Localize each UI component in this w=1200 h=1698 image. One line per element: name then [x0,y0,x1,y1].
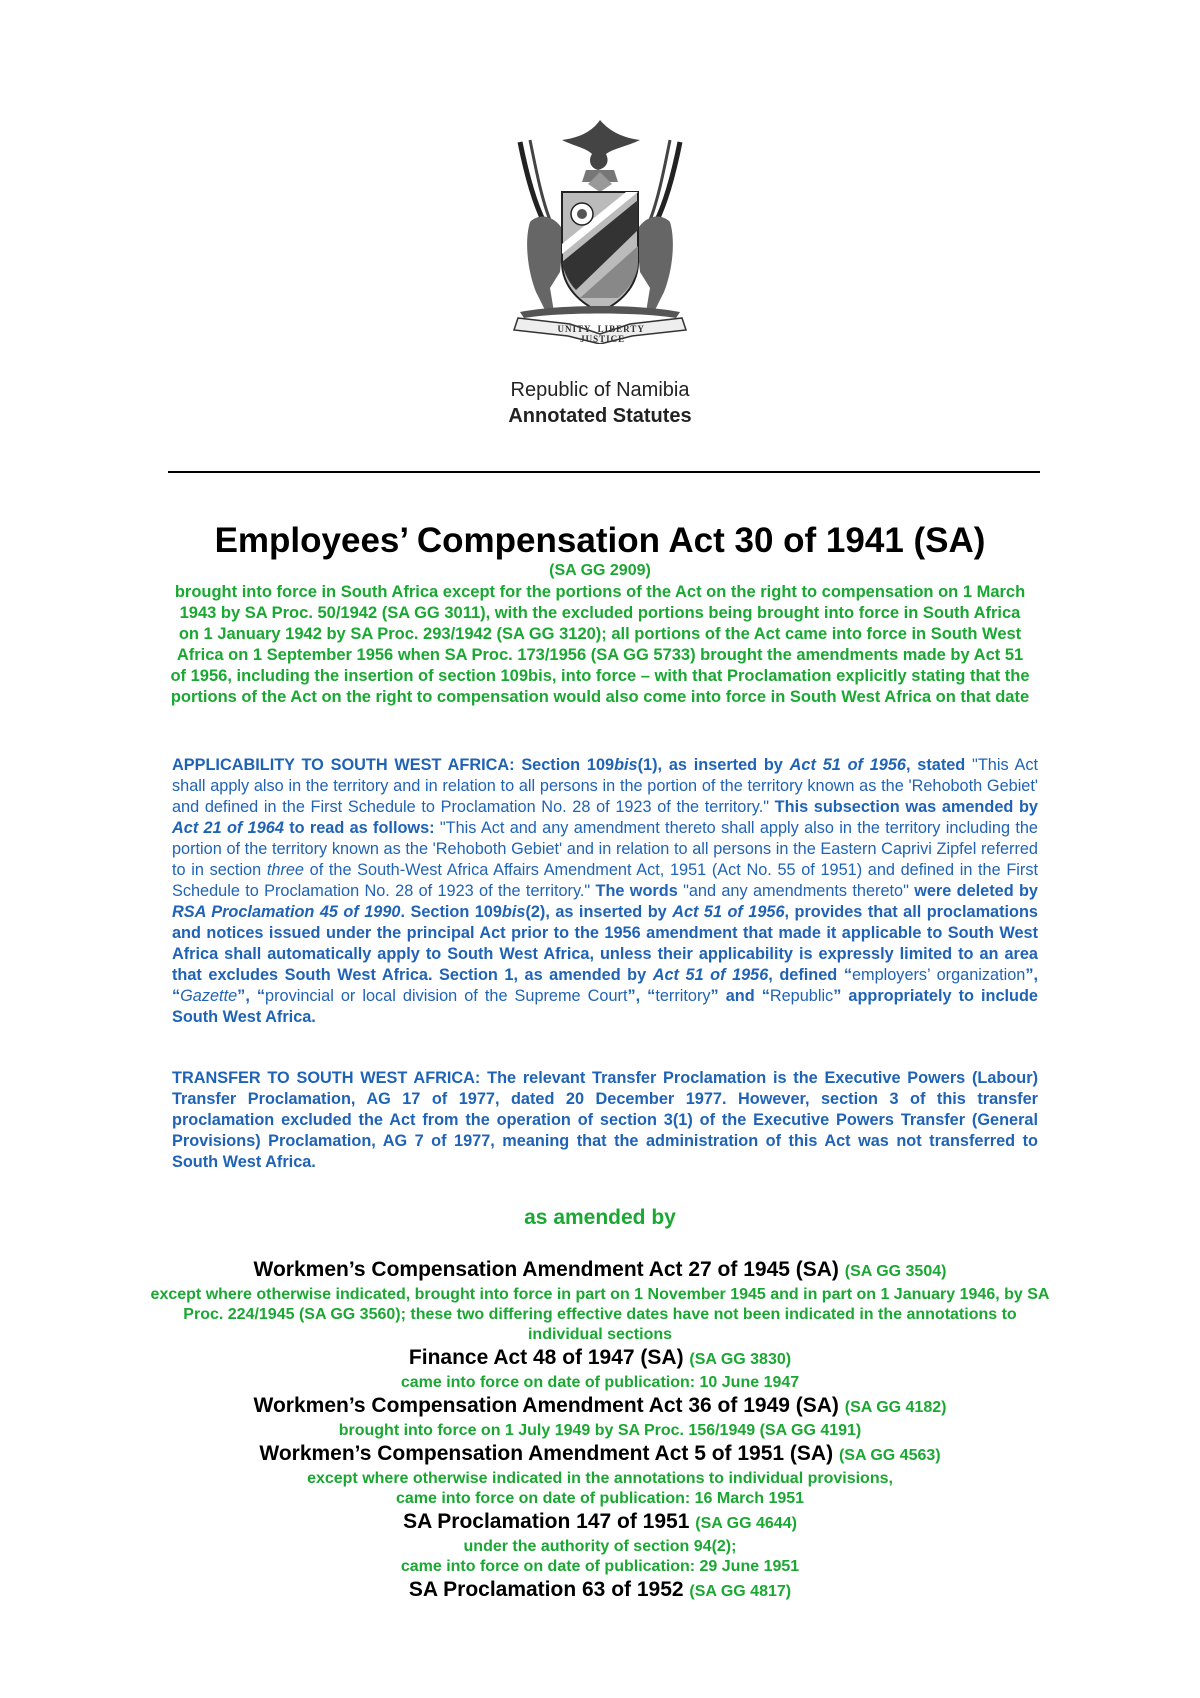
applicability-text: bis [501,903,526,921]
applicability-text: APPLICABILITY TO SOUTH WEST AFRICA: Section 109 [172,756,615,774]
amendment-item [150,1257,1050,1345]
amendment-item [150,1441,1050,1509]
amendment-title: SA Proclamation 147 of 1951 (SA GG 4644) [403,1510,797,1533]
act-title: Employees’ Compensation Act 30 of 1941 (SA) [214,521,986,560]
applicability-text: ” and “ [710,987,770,1005]
applicability-text: , stated [905,756,973,774]
quoted-provision: three [266,861,304,879]
amendment-gazette-ref: (SA GG 4817) [689,1583,792,1600]
amendment-title: Workmen’s Compensation Amendment Act 27 of 1945 (SA) (SA GG 3504) [253,1258,947,1281]
applicability-paragraph [172,755,1038,1028]
applicability-text: This subsection was amended by [769,798,1038,816]
applicability-text: (1), as inserted by [637,756,790,774]
amendment-title: Finance Act 48 of 1947 (SA) (SA GG 3830) [408,1346,792,1369]
act-gazette-ref: (SA GG 2909) [549,562,651,579]
amendment-gazette-ref: (SA GG 3830) [689,1351,792,1368]
act-reference: Act 51 of 1956 [672,903,785,921]
coat-of-arms-emblem [500,112,700,344]
motto-liberty: LIBERTY [597,324,645,334]
quoted-provision: of the South-West Africa Affairs Amendment Act, 1951 (Act No. 55 of 1951) and defined in the First Schedule to Proclamation No. 28 of 1923 of the territory." [172,861,1038,900]
amendment-note: under the authority of section 94(2); [463,1538,737,1555]
defined-term: provincial or local division of the Supreme Court [265,987,628,1005]
amendment-title: Workmen’s Compensation Amendment Act 5 of 1951 (SA) (SA GG 4563) [259,1442,941,1465]
applicability-text: (2), as inserted by [525,903,673,921]
applicability-text: bis [614,756,638,774]
defined-term: territory [655,987,711,1005]
amendment-gazette-ref: (SA GG 4563) [838,1447,941,1464]
applicability-text: , defined [768,966,844,984]
quoted-words: "and any amendments thereto" [683,882,909,900]
annotated-statutes-heading: Annotated Statutes [508,405,692,427]
amendment-note: came into force on date of publication: 10 June 1947 [400,1374,800,1391]
amendment-list [150,1257,1050,1605]
amendment-gazette-ref: (SA GG 4644) [695,1515,797,1532]
applicability-text: ”, “ [237,987,266,1005]
quoted-provision: "This Act shall apply also in the territory and in relation to all persons in the portion of the territory known as the 'Rehoboth Gebiet' and defined in the First Schedule to Proclamation No. 28 of 1923 of the territory." [172,756,1039,816]
applicability-text: were deleted by [908,882,1038,900]
amendment-title: Workmen’s Compensation Amendment Act 36 of 1949 (SA) (SA GG 4182) [253,1394,947,1417]
applicability-text: “ [843,966,852,984]
defined-term: employers’ organization [851,966,1026,984]
amendment-item [150,1509,1050,1577]
motto-justice: JUSTICE [580,334,626,344]
applicability-text: The words [590,882,684,900]
amendment-note: came into force on date of publication: 16 March 1951 [395,1490,805,1507]
applicability-text: ”, “ [172,966,1038,1005]
applicability-text: . Section 109 [400,903,502,921]
republic-heading: Republic of Namibia [510,379,690,401]
quoted-provision: "This Act and any amendment thereto shall apply also in the territory including the portion of the territory known as the 'Rehoboth Gebiet' and in relation to all persons in the Eastern Caprivi Zipfel referred to in section [172,819,1038,879]
transfer-paragraph [172,1068,1038,1173]
amendment-item [150,1577,1050,1605]
motto-text [536,324,666,344]
amendment-item [150,1393,1050,1441]
motto-unity: UNITY [557,324,592,334]
act-reference: RSA Proclamation 45 of 1990 [172,903,401,921]
applicability-text: , provides that all proclamations and notices issued under the principal Act prior to the 1956 amendment that made it applicable to South West Africa shall automatically apply to South West Africa, unless their applicability is expressly limited to an area that excludes South West Africa. Section 1, as amended by [172,903,1038,984]
amendment-gazette-ref: (SA GG 3504) [844,1263,947,1280]
amendment-note: came into force on date of publication: 29 June 1951 [400,1558,800,1575]
applicability-text: ”, “ [627,987,656,1005]
amendment-note: except where otherwise indicated, brought into force in part on 1 November 1945 and in part on 1 January 1946, by SA Proc. 224/1945 (SA GG 3560); these two differing effective dates have not been indicated in the annotations to individual sections [150,1286,1050,1343]
amendment-gazette-ref: (SA GG 4182) [844,1399,947,1416]
applicability-text: ” appropriately to include South West Africa. [172,987,1038,1026]
act-reference: Act 51 of 1956 [789,756,906,774]
defined-term: Republic [769,987,834,1005]
transfer-text: TRANSFER TO SOUTH WEST AFRICA: The relevant Transfer Proclamation is the Executive Powers (Labour) Transfer Proclamation, AG 17 of 1977, dated 20 December 1977. However, section 3 of this transfer proclamation excluded the Act from the operation of section 3(1) of the Executive Powers Transfer (General Provisions) Proclamation, AG 7 of 1977, meaning that the administration of this Act was not transferred to South West Africa. [172,1069,1038,1171]
defined-term: Gazette [180,987,238,1005]
act-reference: Act 21 of 1964 [172,819,284,837]
amendment-note: except where otherwise indicated in the annotations to individual provisions, [307,1470,893,1487]
act-commencement-note: brought into force in South Africa except for the portions of the Act on the right to compensation on 1 March 1943 by SA Proc. 50/1942 (SA GG 3011), with the excluded portions being brought into force in South Africa on 1 January 1942 by SA Proc. 293/1942 (SA GG 3120); all portions of the Act came into force in South West Africa on 1 September 1956 when SA Proc. 173/1956 (SA GG 5733) brought the amendments made by Act 51 of 1956, including the insertion of section 109bis, into force – with that Proclamation explicitly stating that the portions of the Act on the right to compensation would also come into force in South West Africa on that date [170,583,1030,706]
as-amended-by-heading: as amended by [524,1206,676,1229]
header-divider [168,471,1040,473]
applicability-text: to read as follows: [283,819,440,837]
amendment-note: brought into force on 1 July 1949 by SA Proc. 156/1949 (SA GG 4191) [338,1422,862,1439]
amendment-title: SA Proclamation 63 of 1952 (SA GG 4817) [408,1578,792,1601]
act-reference: Act 51 of 1956 [652,966,769,984]
amendment-item [150,1345,1050,1393]
